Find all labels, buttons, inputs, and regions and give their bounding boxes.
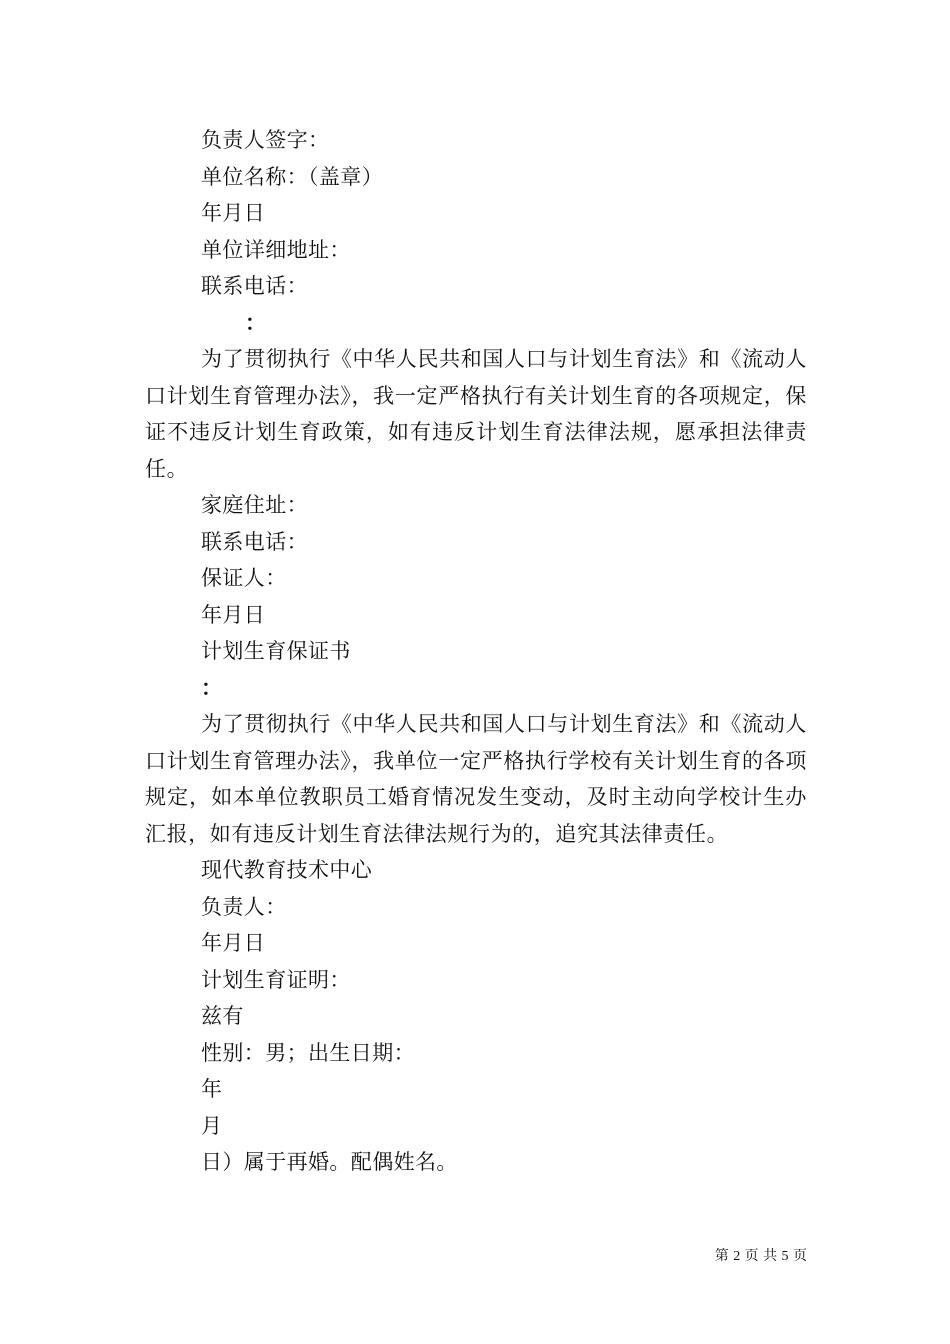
responsible-person-line: 负责人： [201, 894, 287, 919]
footer-prefix: 第 [714, 1248, 729, 1264]
unit-address-line: 单位详细地址： [201, 237, 351, 262]
day-remarriage-line: 日）属于再婚。配偶姓名。 [201, 1150, 458, 1174]
salutation-colon-2: ： [201, 674, 223, 700]
responsible-signature-line: 负责人签字： [201, 128, 330, 152]
current-page-number: 2 [733, 1249, 741, 1264]
unit-name-line: 单位名称：（盖章） [201, 164, 384, 189]
date-line-3: 年月日 [201, 931, 266, 955]
contact-phone-line: 联系电话： [201, 274, 308, 298]
pledge-paragraph-unit: 为了贯彻执行《中华人民共和国人口与计划生育法》和《流动人口计划生育管理办法》，我单位一定严格执行学校有关计划生育的各项规定，如本单位教职员工婚育情况发生变动，及时主动向学校计生办汇报，如有违反计划生育法律法规行为的，追究其法律责任。 [145, 712, 807, 846]
salutation-colon: ： [245, 309, 267, 335]
hereby-line: 兹有 [201, 1004, 244, 1028]
footer-suffix: 页 [793, 1248, 807, 1264]
document-body [145, 122, 807, 1181]
gender-birthdate-line: 性别：男；出生日期： [201, 1040, 415, 1065]
certificate-title-line: 计划生育证明： [201, 967, 351, 992]
home-address-line: 家庭住址： [201, 493, 308, 517]
month-line: 月 [201, 1113, 223, 1138]
unit-name-center-line: 现代教育技术中心 [201, 858, 373, 882]
footer-middle: 页 共 [744, 1248, 778, 1264]
contact-phone-line-2: 联系电话： [201, 529, 308, 554]
page-number-footer [715, 1247, 807, 1266]
total-page-number: 5 [781, 1249, 789, 1264]
guarantor-line: 保证人： [201, 566, 287, 590]
pledge-paragraph-personal: 为了贯彻执行《中华人民共和国人口与计划生育法》和《流动人口计划生育管理办法》，我一定严格执行有关计划生育的各项规定，保证不违反计划生育政策，如有违反计划生育法律法规，愿承担法律责任。 [145, 347, 807, 481]
pledge-title-line: 计划生育保证书 [201, 639, 351, 663]
date-line-2: 年月日 [201, 602, 266, 627]
date-line: 年月日 [201, 201, 266, 225]
year-line: 年 [201, 1077, 223, 1101]
